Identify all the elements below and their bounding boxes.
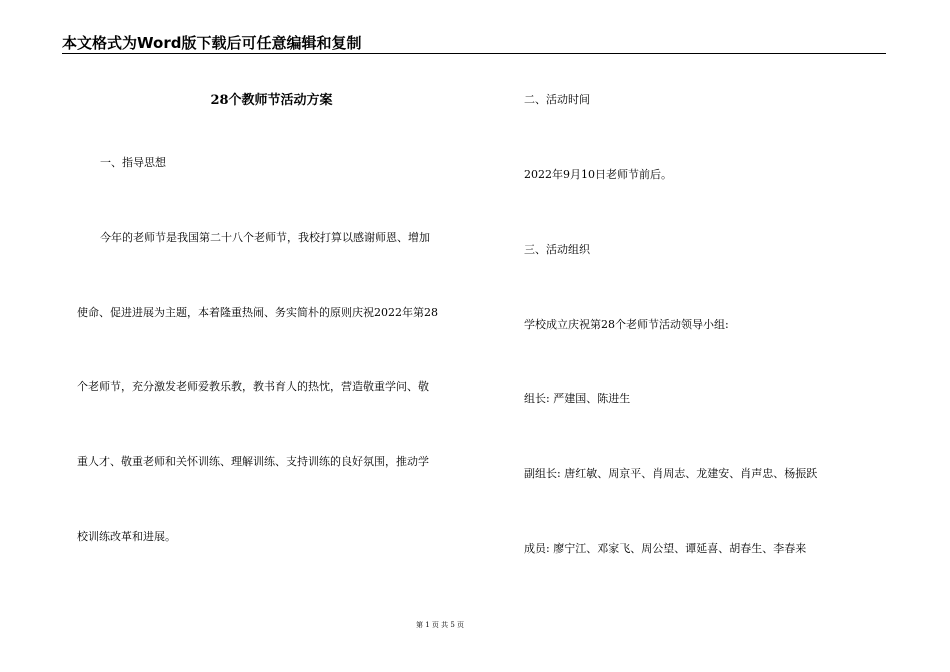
section-heading-activity-time: 二、活动时间: [524, 93, 590, 106]
paragraph-line-3: 个老师节，充分激发老师爱教乐教，教书育人的热忱，营造敬重学问、敬: [77, 380, 429, 393]
group-leader-line: 组长: 严建国、陈进生: [524, 392, 631, 405]
section-heading-guiding-ideology: 一、指导思想: [100, 156, 166, 169]
page-number-footer: 第 1 页 共 5 页: [415, 621, 465, 629]
organization-intro: 学校成立庆祝第28个老师节活动领导小组:: [524, 318, 729, 331]
paragraph-line-1: 今年的老师节是我国第二十八个老师节，我校打算以感谢师恩、增加: [100, 231, 430, 244]
deputy-leaders-line: 副组长: 唐红敏、周京平、肖周志、龙建安、肖声忠、杨振跃: [524, 467, 818, 480]
activity-time-text: 2022年9月10日老师节前后。: [524, 168, 672, 181]
paragraph-line-4: 重人才、敬重老师和关怀训练、理解训练、支持训练的良好氛围，推动学: [77, 455, 429, 468]
document-title: 28个教师节活动方案: [210, 93, 333, 108]
header-divider: [62, 53, 886, 54]
section-heading-activity-organization: 三、活动组织: [524, 243, 590, 256]
paragraph-line-5: 校训练改革和进展。: [77, 530, 176, 543]
members-line: 成员: 廖宁江、邓家飞、周公望、谭延喜、胡春生、李春来: [524, 542, 807, 555]
download-notice-banner: 本文格式为Word版下载后可任意编辑和复制: [62, 34, 362, 52]
paragraph-line-2: 使命、促进进展为主题，本着隆重热闹、务实简朴的原则庆祝2022年第28: [77, 306, 438, 319]
